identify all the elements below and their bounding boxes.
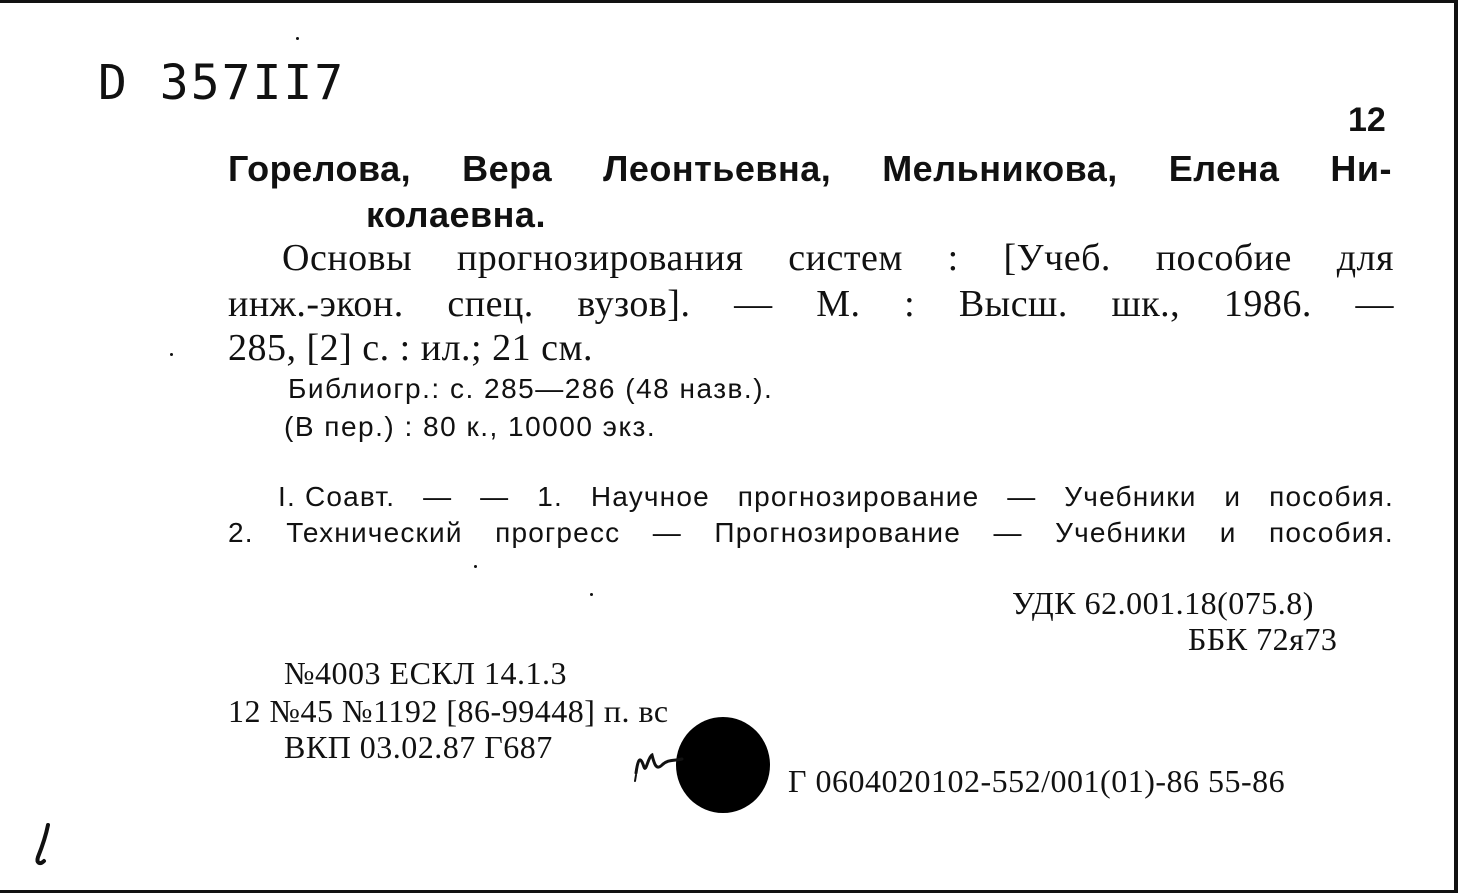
subject-word: и <box>1219 517 1237 548</box>
handwritten-mark <box>632 737 684 783</box>
author-heading-word: Леонтьевна, <box>603 148 832 189</box>
imprint-word: Высш. <box>958 283 1068 325</box>
author-heading-word: Горелова, <box>228 148 412 189</box>
subject-word: пособия. <box>1269 517 1394 548</box>
imprint-word: М. <box>816 283 861 325</box>
subject-word: Учебники <box>1064 481 1197 512</box>
title-word: : <box>947 237 959 279</box>
author-heading-word: Ни- <box>1330 148 1392 189</box>
author-heading-word: Мельникова, <box>882 148 1118 189</box>
price-note: (В пер.) : 80 к., 10000 экз. <box>284 411 657 442</box>
author-heading-line-1 <box>228 148 1392 189</box>
card-punch-hole <box>676 717 770 813</box>
call-number: D 357II7 <box>98 55 346 111</box>
identifier-line-2: 12 №45 №1192 [86-99448] п. вс <box>228 693 669 729</box>
imprint-word: 1986. <box>1223 283 1312 325</box>
identifier-line-3: ВКП 03.02.87 Г687 <box>284 729 553 765</box>
bibliography-note: Библиогр.: с. 285—286 (48 назв.). <box>288 373 774 404</box>
imprint-line <box>228 285 1394 323</box>
imprint-word: — <box>1355 283 1394 325</box>
imprint-word: шк., <box>1111 283 1181 325</box>
subject-word: Прогнозирование <box>714 517 962 548</box>
imprint-word: : <box>904 283 916 325</box>
subject-word: — <box>993 517 1023 548</box>
author-heading-word: Вера <box>462 148 553 189</box>
collation-line: 285, [2] с. : ил.; 21 см. <box>228 327 594 369</box>
subject-word: Технический <box>286 517 463 548</box>
title-word: систем <box>788 237 903 279</box>
subject-word: — <box>1007 481 1037 512</box>
subject-word: — <box>423 481 453 512</box>
print-speck <box>474 565 477 568</box>
imprint-word: — <box>734 283 773 325</box>
margin-pencil-mark <box>28 821 58 871</box>
subject-line-2 <box>228 519 1394 547</box>
identifier-line-1: №4003 ЕСКЛ 14.1.3 <box>284 655 567 691</box>
subject-word: прогресс <box>495 517 621 548</box>
subject-word: I. Соавт. <box>278 481 396 512</box>
imprint-word: вузов]. <box>577 283 691 325</box>
title-word: для <box>1336 237 1394 279</box>
author-heading-line-2: колаевна. <box>366 194 546 235</box>
subject-word: Научное <box>590 481 710 512</box>
price-code: Г 0604020102-552/001(01)-86 55-86 <box>788 763 1286 799</box>
title-word: Основы <box>282 237 413 279</box>
author-heading-word: Елена <box>1168 148 1280 189</box>
bbk-code: ББК 72я73 <box>1188 621 1338 657</box>
subject-word: Учебники <box>1055 517 1188 548</box>
imprint-word: инж.-экон. <box>228 283 404 325</box>
title-line-1 <box>282 239 1394 277</box>
subject-word: пособия. <box>1269 481 1394 512</box>
print-speck <box>590 593 593 596</box>
title-word: пособие <box>1155 237 1292 279</box>
subject-word: 2. <box>228 517 254 548</box>
print-speck <box>296 37 299 40</box>
card-number: 12 <box>1348 101 1386 139</box>
subject-line-1 <box>278 483 1394 511</box>
print-speck <box>170 353 173 356</box>
subject-word: прогнозирование <box>737 481 980 512</box>
title-word: прогнозирования <box>456 237 744 279</box>
title-word: [Учеб. <box>1003 237 1111 279</box>
subject-word: — <box>652 517 682 548</box>
udk-code: УДК 62.001.18(075.8) <box>1012 585 1314 621</box>
subject-word: — <box>480 481 510 512</box>
subject-word: 1. <box>537 481 563 512</box>
subject-word: и <box>1224 481 1242 512</box>
imprint-word: спец. <box>447 283 534 325</box>
